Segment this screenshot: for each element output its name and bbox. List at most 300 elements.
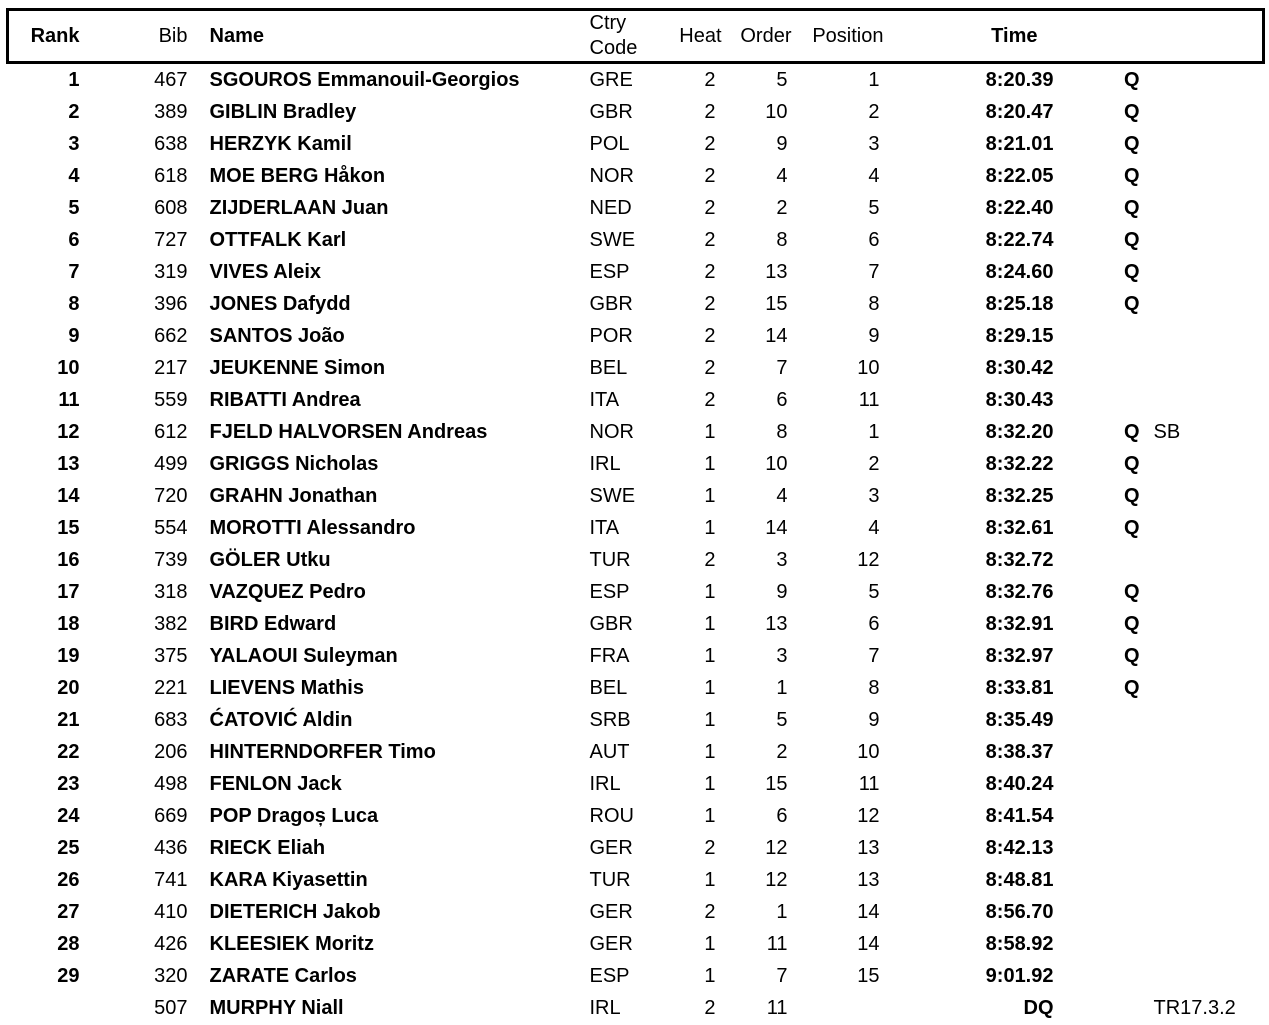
time-cell: 8:22.40 xyxy=(985,196,1054,219)
table-row xyxy=(8,416,1264,448)
position-cell: 14 xyxy=(857,932,880,955)
bib-cell: 375 xyxy=(154,644,188,667)
ctry-code-cell: GER xyxy=(589,836,633,859)
table-row xyxy=(8,512,1264,544)
ctry-code-cell: SWE xyxy=(589,228,636,251)
bib-cell: 554 xyxy=(154,516,188,539)
position-cell: 1 xyxy=(868,68,880,91)
qualified-cell: Q xyxy=(1123,644,1140,667)
table-row xyxy=(8,384,1264,416)
order-cell: 4 xyxy=(776,164,788,187)
order-cell: 7 xyxy=(776,964,788,987)
table-row xyxy=(8,640,1264,672)
table-row xyxy=(8,224,1264,256)
ctry-code-cell: GRE xyxy=(589,68,633,91)
position-cell: 10 xyxy=(857,740,880,763)
name-cell: VIVES Aleix xyxy=(209,260,322,283)
qualified-cell xyxy=(1056,768,1142,800)
order-cell: 2 xyxy=(776,196,788,219)
rank-cell: 9 xyxy=(68,324,80,347)
name-cell: RIBATTI Andrea xyxy=(209,388,361,411)
time-cell: 8:58.92 xyxy=(985,932,1054,955)
qualified-cell: Q xyxy=(1123,516,1140,539)
order-cell: 13 xyxy=(765,260,788,283)
rank-cell: 1 xyxy=(68,68,80,91)
rank-cell: 11 xyxy=(58,388,80,411)
heat-cell: 1 xyxy=(704,804,716,827)
col-header-time: Time xyxy=(991,24,1038,47)
col-header-rank: Rank xyxy=(30,24,80,47)
position-cell: 10 xyxy=(857,356,880,379)
name-cell: POP Dragoș Luca xyxy=(209,804,379,827)
rank-cell: 19 xyxy=(57,644,80,667)
heat-cell: 2 xyxy=(704,68,716,91)
time-cell: 8:32.61 xyxy=(985,516,1054,539)
time-cell: 8:20.39 xyxy=(985,68,1054,91)
position-cell: 8 xyxy=(868,292,880,315)
order-cell: 3 xyxy=(776,548,788,571)
rank-cell: 8 xyxy=(68,292,80,315)
time-cell: 8:32.76 xyxy=(985,580,1054,603)
ctry-code-cell: IRL xyxy=(589,772,621,795)
time-cell: 8:20.47 xyxy=(985,100,1054,123)
ctry-code-cell: NOR xyxy=(589,420,634,443)
heat-cell: 1 xyxy=(704,452,716,475)
position-cell: 3 xyxy=(868,484,880,507)
time-cell: 8:30.43 xyxy=(985,388,1054,411)
time-cell: 8:32.20 xyxy=(985,420,1054,443)
name-cell: JONES Dafydd xyxy=(209,292,351,315)
table-row xyxy=(8,352,1264,384)
qualified-cell xyxy=(1056,704,1142,736)
qualified-cell: Q xyxy=(1123,580,1140,603)
order-cell: 5 xyxy=(776,68,788,91)
heat-cell: 1 xyxy=(704,484,716,507)
order-cell: 10 xyxy=(765,100,788,123)
time-cell: 8:41.54 xyxy=(985,804,1054,827)
bib-cell: 217 xyxy=(154,356,188,379)
ctry-code-cell: ESP xyxy=(589,964,630,987)
position-cell: 8 xyxy=(868,676,880,699)
bib-cell: 739 xyxy=(154,548,188,571)
ctry-code-cell: IRL xyxy=(589,452,621,475)
order-cell: 2 xyxy=(776,740,788,763)
position-cell: 15 xyxy=(857,964,880,987)
ctry-code-cell: SWE xyxy=(589,484,636,507)
time-cell: 8:56.70 xyxy=(985,900,1054,923)
time-cell: 8:32.25 xyxy=(985,484,1054,507)
note-cell xyxy=(1142,800,1264,832)
ctry-code-cell: GBR xyxy=(589,612,633,635)
table-row xyxy=(8,320,1264,352)
note-cell xyxy=(1142,544,1264,576)
heat-cell: 1 xyxy=(704,932,716,955)
rank-cell: 27 xyxy=(57,900,80,923)
table-row xyxy=(8,576,1264,608)
heat-cell: 2 xyxy=(704,292,716,315)
qualified-cell xyxy=(1056,896,1142,928)
qualified-cell: Q xyxy=(1123,484,1140,507)
qualified-cell xyxy=(1056,928,1142,960)
name-cell: HINTERNDORFER Timo xyxy=(209,740,436,763)
qualified-cell: Q xyxy=(1123,228,1140,251)
note-cell xyxy=(1142,576,1264,608)
results-body xyxy=(8,63,1264,1025)
note-cell xyxy=(1142,768,1264,800)
qualified-cell: Q xyxy=(1123,452,1140,475)
position-cell xyxy=(792,992,884,1024)
bib-cell: 618 xyxy=(154,164,188,187)
position-cell: 13 xyxy=(857,868,880,891)
rank-cell: 29 xyxy=(57,964,80,987)
rank-cell: 12 xyxy=(57,420,80,443)
qualified-cell xyxy=(1056,832,1142,864)
heat-cell: 1 xyxy=(704,644,716,667)
rank-cell: 6 xyxy=(68,228,80,251)
bib-cell: 612 xyxy=(154,420,188,443)
note-cell: SB xyxy=(1153,420,1181,443)
name-cell: ZARATE Carlos xyxy=(209,964,357,987)
qualified-cell: Q xyxy=(1123,132,1140,155)
order-cell: 9 xyxy=(776,580,788,603)
rank-cell: 4 xyxy=(68,164,80,187)
order-cell: 14 xyxy=(765,516,788,539)
header-row xyxy=(8,10,1264,63)
name-cell: OTTFALK Karl xyxy=(209,228,347,251)
name-cell: GÖLER Utku xyxy=(209,548,331,571)
qualified-cell xyxy=(1056,544,1142,576)
col-header-qualified xyxy=(1056,10,1142,63)
qualified-cell: Q xyxy=(1123,612,1140,635)
col-header-note xyxy=(1142,10,1264,63)
bib-cell: 559 xyxy=(154,388,188,411)
heat-cell: 2 xyxy=(704,164,716,187)
position-cell: 14 xyxy=(857,900,880,923)
position-cell: 1 xyxy=(868,420,880,443)
bib-cell: 389 xyxy=(154,100,188,123)
table-row xyxy=(8,768,1264,800)
order-cell: 14 xyxy=(765,324,788,347)
ctry-code-cell: ITA xyxy=(589,516,620,539)
name-cell: GRIGGS Nicholas xyxy=(209,452,379,475)
col-header-order: Order xyxy=(740,24,792,47)
rank-cell: 24 xyxy=(57,804,80,827)
position-cell: 7 xyxy=(868,260,880,283)
col-header-heat: Heat xyxy=(679,24,722,47)
rank-cell: 5 xyxy=(68,196,80,219)
rank-cell: 10 xyxy=(57,356,80,379)
rank-cell: 22 xyxy=(57,740,80,763)
bib-cell: 320 xyxy=(154,964,188,987)
ctry-code-cell: ESP xyxy=(589,260,630,283)
table-row xyxy=(8,608,1264,640)
name-cell: BIRD Edward xyxy=(209,612,337,635)
heat-cell: 1 xyxy=(704,516,716,539)
order-cell: 8 xyxy=(776,420,788,443)
note-cell xyxy=(1142,928,1264,960)
heat-cell: 2 xyxy=(704,388,716,411)
time-cell: 8:33.81 xyxy=(985,676,1054,699)
qualified-cell: Q xyxy=(1123,164,1140,187)
table-row xyxy=(8,800,1264,832)
bib-cell: 720 xyxy=(154,484,188,507)
qualified-cell: Q xyxy=(1123,420,1140,443)
order-cell: 15 xyxy=(765,292,788,315)
heat-cell: 1 xyxy=(704,708,716,731)
position-cell: 11 xyxy=(858,388,880,411)
qualified-cell xyxy=(1056,736,1142,768)
rank-cell xyxy=(8,992,88,1024)
name-cell: JEUKENNE Simon xyxy=(209,356,386,379)
name-cell: GIBLIN Bradley xyxy=(209,100,357,123)
position-cell: 4 xyxy=(868,516,880,539)
position-cell: 2 xyxy=(868,100,880,123)
note-cell xyxy=(1142,384,1264,416)
name-cell: RIECK Eliah xyxy=(209,836,326,859)
col-header-position: Position xyxy=(812,24,884,47)
order-cell: 7 xyxy=(776,356,788,379)
time-cell: 8:32.72 xyxy=(985,548,1054,571)
qualified-cell xyxy=(1056,960,1142,992)
note-cell: TR17.3.2 xyxy=(1153,996,1236,1019)
table-row xyxy=(8,256,1264,288)
heat-cell: 1 xyxy=(704,612,716,635)
table-row xyxy=(8,672,1264,704)
table-row xyxy=(8,448,1264,480)
time-cell: 8:48.81 xyxy=(985,868,1054,891)
time-cell: 8:24.60 xyxy=(985,260,1054,283)
name-cell: MOROTTI Alessandro xyxy=(209,516,416,539)
note-cell xyxy=(1142,63,1264,97)
heat-cell: 1 xyxy=(704,868,716,891)
time-cell: 8:32.91 xyxy=(985,612,1054,635)
name-cell: SANTOS João xyxy=(209,324,345,347)
time-cell: 8:21.01 xyxy=(985,132,1054,155)
ctry-code-cell: TUR xyxy=(589,868,631,891)
bib-cell: 638 xyxy=(154,132,188,155)
note-cell xyxy=(1142,896,1264,928)
order-cell: 15 xyxy=(765,772,788,795)
qualified-cell: Q xyxy=(1123,292,1140,315)
time-cell: 8:40.24 xyxy=(985,772,1054,795)
heat-cell: 2 xyxy=(704,900,716,923)
heat-cell: 2 xyxy=(704,836,716,859)
table-row xyxy=(8,288,1264,320)
heat-cell: 2 xyxy=(704,100,716,123)
heat-cell: 1 xyxy=(704,580,716,603)
bib-cell: 727 xyxy=(154,228,188,251)
ctry-code-cell: GBR xyxy=(589,100,633,123)
position-cell: 5 xyxy=(868,580,880,603)
note-cell xyxy=(1142,352,1264,384)
rank-cell: 2 xyxy=(68,100,80,123)
order-cell: 6 xyxy=(776,804,788,827)
ctry-code-cell: AUT xyxy=(589,740,630,763)
note-cell xyxy=(1142,960,1264,992)
name-cell: MOE BERG Håkon xyxy=(209,164,386,187)
order-cell: 11 xyxy=(766,932,788,955)
name-cell: FJELD HALVORSEN Andreas xyxy=(209,420,488,443)
name-cell: KARA Kiyasettin xyxy=(209,868,368,891)
heat-cell: 1 xyxy=(704,676,716,699)
order-cell: 4 xyxy=(776,484,788,507)
qualified-cell xyxy=(1056,352,1142,384)
rank-cell: 17 xyxy=(57,580,80,603)
heat-cell: 2 xyxy=(704,132,716,155)
name-cell: HERZYK Kamil xyxy=(209,132,352,155)
note-cell xyxy=(1142,320,1264,352)
order-cell: 6 xyxy=(776,388,788,411)
name-cell: YALAOUI Suleyman xyxy=(209,644,398,667)
position-cell: 11 xyxy=(858,772,880,795)
name-cell: SGOUROS Emmanouil-Georgios xyxy=(209,68,520,91)
ctry-code-cell: ITA xyxy=(589,388,620,411)
qualified-cell: Q xyxy=(1123,196,1140,219)
note-cell xyxy=(1142,864,1264,896)
table-row xyxy=(8,992,1264,1024)
bib-cell: 436 xyxy=(154,836,188,859)
rank-cell: 21 xyxy=(57,708,80,731)
order-cell: 1 xyxy=(776,900,788,923)
table-row xyxy=(8,128,1264,160)
ctry-code-cell: GER xyxy=(589,932,633,955)
table-row xyxy=(8,160,1264,192)
order-cell: 11 xyxy=(766,996,788,1019)
order-cell: 3 xyxy=(776,644,788,667)
rank-cell: 3 xyxy=(68,132,80,155)
name-cell: VAZQUEZ Pedro xyxy=(209,580,366,603)
note-cell xyxy=(1142,288,1264,320)
order-cell: 8 xyxy=(776,228,788,251)
note-cell xyxy=(1142,512,1264,544)
note-cell xyxy=(1142,608,1264,640)
table-row xyxy=(8,832,1264,864)
table-row xyxy=(8,704,1264,736)
qualified-cell xyxy=(1056,992,1142,1024)
heat-cell: 1 xyxy=(704,964,716,987)
ctry-code-cell: POR xyxy=(589,324,633,347)
rank-cell: 16 xyxy=(57,548,80,571)
name-cell: LIEVENS Mathis xyxy=(209,676,364,699)
name-cell: ZIJDERLAAN Juan xyxy=(209,196,389,219)
ctry-code-cell: ROU xyxy=(589,804,634,827)
bib-cell: 318 xyxy=(154,580,188,603)
ctry-code-cell: NOR xyxy=(589,164,634,187)
order-cell: 13 xyxy=(765,612,788,635)
note-cell xyxy=(1142,704,1264,736)
note-cell xyxy=(1142,256,1264,288)
position-cell: 9 xyxy=(868,708,880,731)
qualified-cell xyxy=(1056,320,1142,352)
note-cell xyxy=(1142,192,1264,224)
heat-cell: 2 xyxy=(704,228,716,251)
time-cell: 8:32.97 xyxy=(985,644,1054,667)
position-cell: 13 xyxy=(857,836,880,859)
note-cell xyxy=(1142,128,1264,160)
rank-cell: 13 xyxy=(57,452,80,475)
rank-cell: 14 xyxy=(57,484,80,507)
col-header-name: Name xyxy=(209,24,264,47)
ctry-code-cell: GER xyxy=(589,900,633,923)
position-cell: 12 xyxy=(857,548,880,571)
note-cell xyxy=(1142,640,1264,672)
order-cell: 5 xyxy=(776,708,788,731)
position-cell: 6 xyxy=(868,612,880,635)
position-cell: 7 xyxy=(868,644,880,667)
position-cell: 2 xyxy=(868,452,880,475)
position-cell: 6 xyxy=(868,228,880,251)
position-cell: 4 xyxy=(868,164,880,187)
time-cell: DQ xyxy=(1023,996,1054,1019)
note-cell xyxy=(1142,832,1264,864)
table-row xyxy=(8,928,1264,960)
ctry-code-cell: ESP xyxy=(589,580,630,603)
qualified-cell xyxy=(1056,384,1142,416)
bib-cell: 499 xyxy=(154,452,188,475)
name-cell: DIETERICH Jakob xyxy=(209,900,381,923)
note-cell xyxy=(1142,480,1264,512)
order-cell: 1 xyxy=(776,676,788,699)
position-cell: 3 xyxy=(868,132,880,155)
name-cell: MURPHY Niall xyxy=(209,996,344,1019)
ctry-code-cell: POL xyxy=(589,132,630,155)
ctry-code-cell: NED xyxy=(589,196,632,219)
time-cell: 9:01.92 xyxy=(985,964,1054,987)
table-row xyxy=(8,480,1264,512)
results-table xyxy=(6,8,1265,1024)
heat-cell: 2 xyxy=(704,996,716,1019)
order-cell: 10 xyxy=(765,452,788,475)
bib-cell: 426 xyxy=(154,932,188,955)
rank-cell: 18 xyxy=(57,612,80,635)
rank-cell: 25 xyxy=(57,836,80,859)
name-cell: KLEESIEK Moritz xyxy=(209,932,374,955)
heat-cell: 1 xyxy=(704,740,716,763)
bib-cell: 221 xyxy=(154,676,188,699)
qualified-cell: Q xyxy=(1123,260,1140,283)
time-cell: 8:25.18 xyxy=(985,292,1054,315)
name-cell: FENLON Jack xyxy=(209,772,342,795)
note-cell xyxy=(1142,736,1264,768)
ctry-code-cell: FRA xyxy=(589,644,630,667)
time-cell: 8:32.22 xyxy=(985,452,1054,475)
heat-cell: 2 xyxy=(704,548,716,571)
table-row xyxy=(8,63,1264,97)
note-cell xyxy=(1142,448,1264,480)
time-cell: 8:22.05 xyxy=(985,164,1054,187)
table-row xyxy=(8,96,1264,128)
heat-cell: 2 xyxy=(704,356,716,379)
time-cell: 8:38.37 xyxy=(985,740,1054,763)
order-cell: 12 xyxy=(765,836,788,859)
order-cell: 12 xyxy=(765,868,788,891)
table-row xyxy=(8,896,1264,928)
bib-cell: 662 xyxy=(154,324,188,347)
table-row xyxy=(8,192,1264,224)
time-cell: 8:22.74 xyxy=(985,228,1054,251)
bib-cell: 410 xyxy=(154,900,188,923)
name-cell: ĆATOVIĆ Aldin xyxy=(209,708,353,731)
heat-cell: 2 xyxy=(704,324,716,347)
rank-cell: 20 xyxy=(57,676,80,699)
table-row xyxy=(8,960,1264,992)
ctry-code-cell: IRL xyxy=(589,996,621,1019)
bib-cell: 507 xyxy=(154,996,188,1019)
ctry-code-cell: BEL xyxy=(589,356,628,379)
qualified-cell xyxy=(1056,864,1142,896)
ctry-code-cell: SRB xyxy=(589,708,631,731)
position-cell: 12 xyxy=(857,804,880,827)
